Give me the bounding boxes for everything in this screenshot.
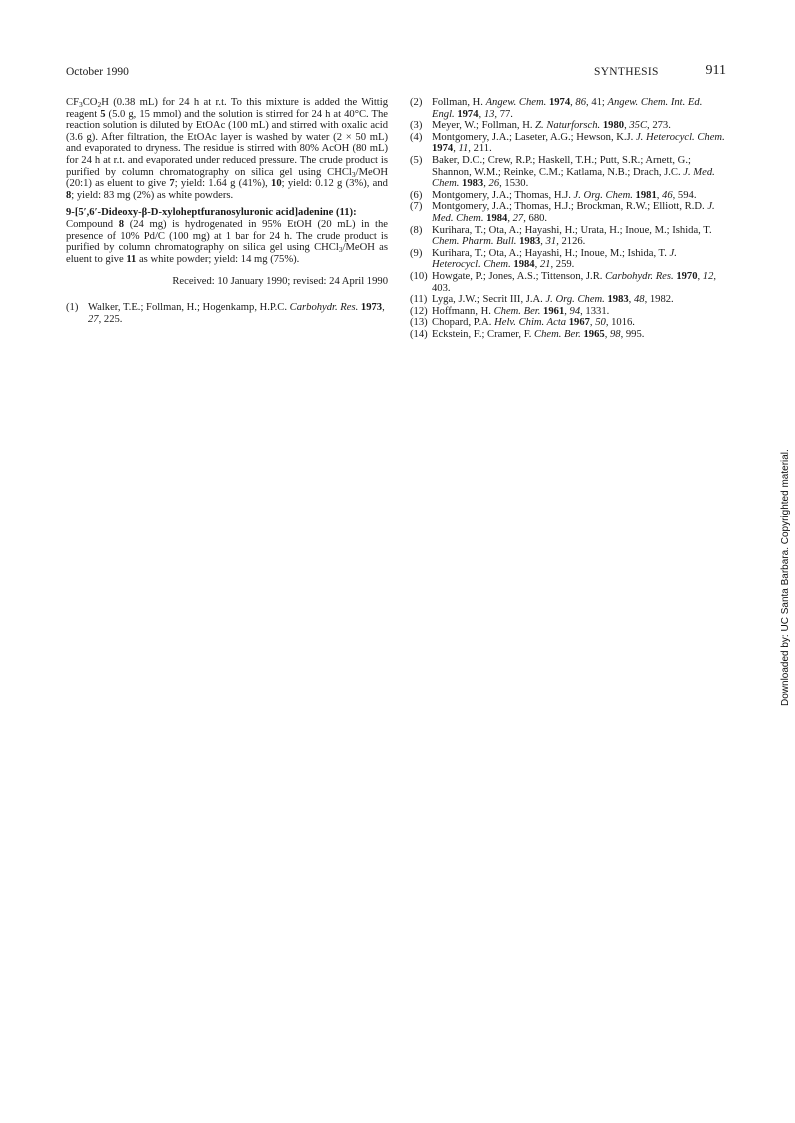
reference-item: (5) Baker, D.C.; Crew, R.P.; Haskell, T.H.; Putt, S.R.; Arnett, G.; Shannon, W.M.; Reinke, C.M.; Katlama, N.B.; Drach, J.C. J. Med. Chem. 1983, 26, 1530. — [410, 154, 715, 190]
compound-heading: 9-[5′,6′-Dideoxy-β-D-xyloheptfuranosyluronic acid]adenine (11): — [66, 207, 357, 219]
reference-item: (8) Kurihara, T.; Ota, A.; Hayashi, H.; Urata, H.; Inoue, M.; Ishida, T. Chem. Pharm. Bull. 1983, 31, 2126. — [410, 224, 712, 248]
reference-item: (11) Lyga, J.W.; Secrit III, J.A. J. Org. Chem. 1983, 48, 1982. — [410, 294, 674, 306]
page-header — [66, 63, 726, 81]
reference-item: (1) Walker, T.E.; Follman, H.; Hogenkamp, H.P.C. Carbohydr. Res. 1973, 27, 225. — [66, 301, 385, 325]
journal-name: SYNTHESIS — [594, 66, 659, 78]
reference-item: (14) Eckstein, F.; Cramer, F. Chem. Ber. 1965, 98, 995. — [410, 328, 645, 340]
reference-item: (9) Kurihara, T.; Ota, A.; Hayashi, H.; Inoue, M.; Ishida, T. J. Heterocycl. Chem. 1984, 21, 259. — [410, 247, 677, 271]
compound-11-paragraph: 9-[5′,6′-Dideoxy-β-D-xyloheptfuranosyluronic acid]adenine (11): Compound 8 (24 mg) is hydrogenated in 95% EtOH (20 mL) in the presence of 10% Pd/C (100 mg) at 1 bar for 24 h. The crude product is purified by column chromatography on silica gel using CHCl$_3$/MeOH as eluent to give 11 as white powder; yield: 14 mg (75%). — [66, 207, 388, 265]
download-watermark: Downloaded by: UC Santa Barbara. Copyrighted material. — [780, 449, 791, 706]
reference-item: (6) Montgomery, J.A.; Thomas, H.J. J. Org. Chem. 1981, 46, 594. — [410, 189, 697, 201]
received-dates: Received: 10 January 1990; revised: 24 April 1990 — [172, 276, 388, 288]
reference-item: (2) Follman, H. Angew. Chem. 1974, 86, 41; Angew. Chem. Int. Ed. Engl. 1974, 13, 77. — [410, 97, 703, 120]
reference-list-left — [66, 302, 388, 325]
reference-item: (13) Chopard, P.A. Helv. Chim. Acta 1967, 50, 1016. — [410, 317, 635, 329]
procedure-paragraph: $CF_3CO_2H$ (0.38 mL) for 24 h at r.t. To this mixture is added the Wittig reagent 5 (5.0 g, 15 mmol) and the solution is stirred for 24 h at 40°C. The reaction solution is diluted by EtOAc (100 mL) and stirred with oxalic acid (3.6 g). After filtration, the EtOAc layer is washed by water (2 × 50 mL) and evaporated to dryness. The residue is stirred with 80% AcOH (80 mL) for 24 h at r.t. and evaporated under reduced pressure. The crude product is purified by column chromatography on silica gel using CHCl$_3$/MeOH (20:1) as eluent to give 7; yield: 1.64 g (41%), 10; yield: 0.12 g (3%), and 8; yield: 83 mg (2%) as white powders. — [66, 97, 388, 201]
left-column — [66, 97, 388, 325]
reference-item: (7) Montgomery, J.A.; Thomas, H.J.; Brockman, R.W.; Elliott, R.D. J. Med. Chem. 1984, 27, 680. — [410, 201, 715, 224]
reference-item: (10) Howgate, P.; Jones, A.S.; Tittenson, J.R. Carbohydr. Res. 1970, 12, 403. — [410, 270, 717, 294]
reference-item: (3) Meyer, W.; Follman, H. Z. Naturforsch. 1980, 35C, 273. — [410, 120, 671, 132]
reference-item: (12) Hoffmann, H. Chem. Ber. 1961, 94, 1331. — [410, 305, 610, 317]
reference-list-right — [410, 97, 726, 340]
issue-date: October 1990 — [66, 66, 129, 78]
reference-item: (4) Montgomery, J.A.; Laseter, A.G.; Hewson, K.J. J. Heterocycl. Chem. 1974, 11, 211. — [410, 131, 725, 155]
page-number: 911 — [705, 63, 726, 78]
